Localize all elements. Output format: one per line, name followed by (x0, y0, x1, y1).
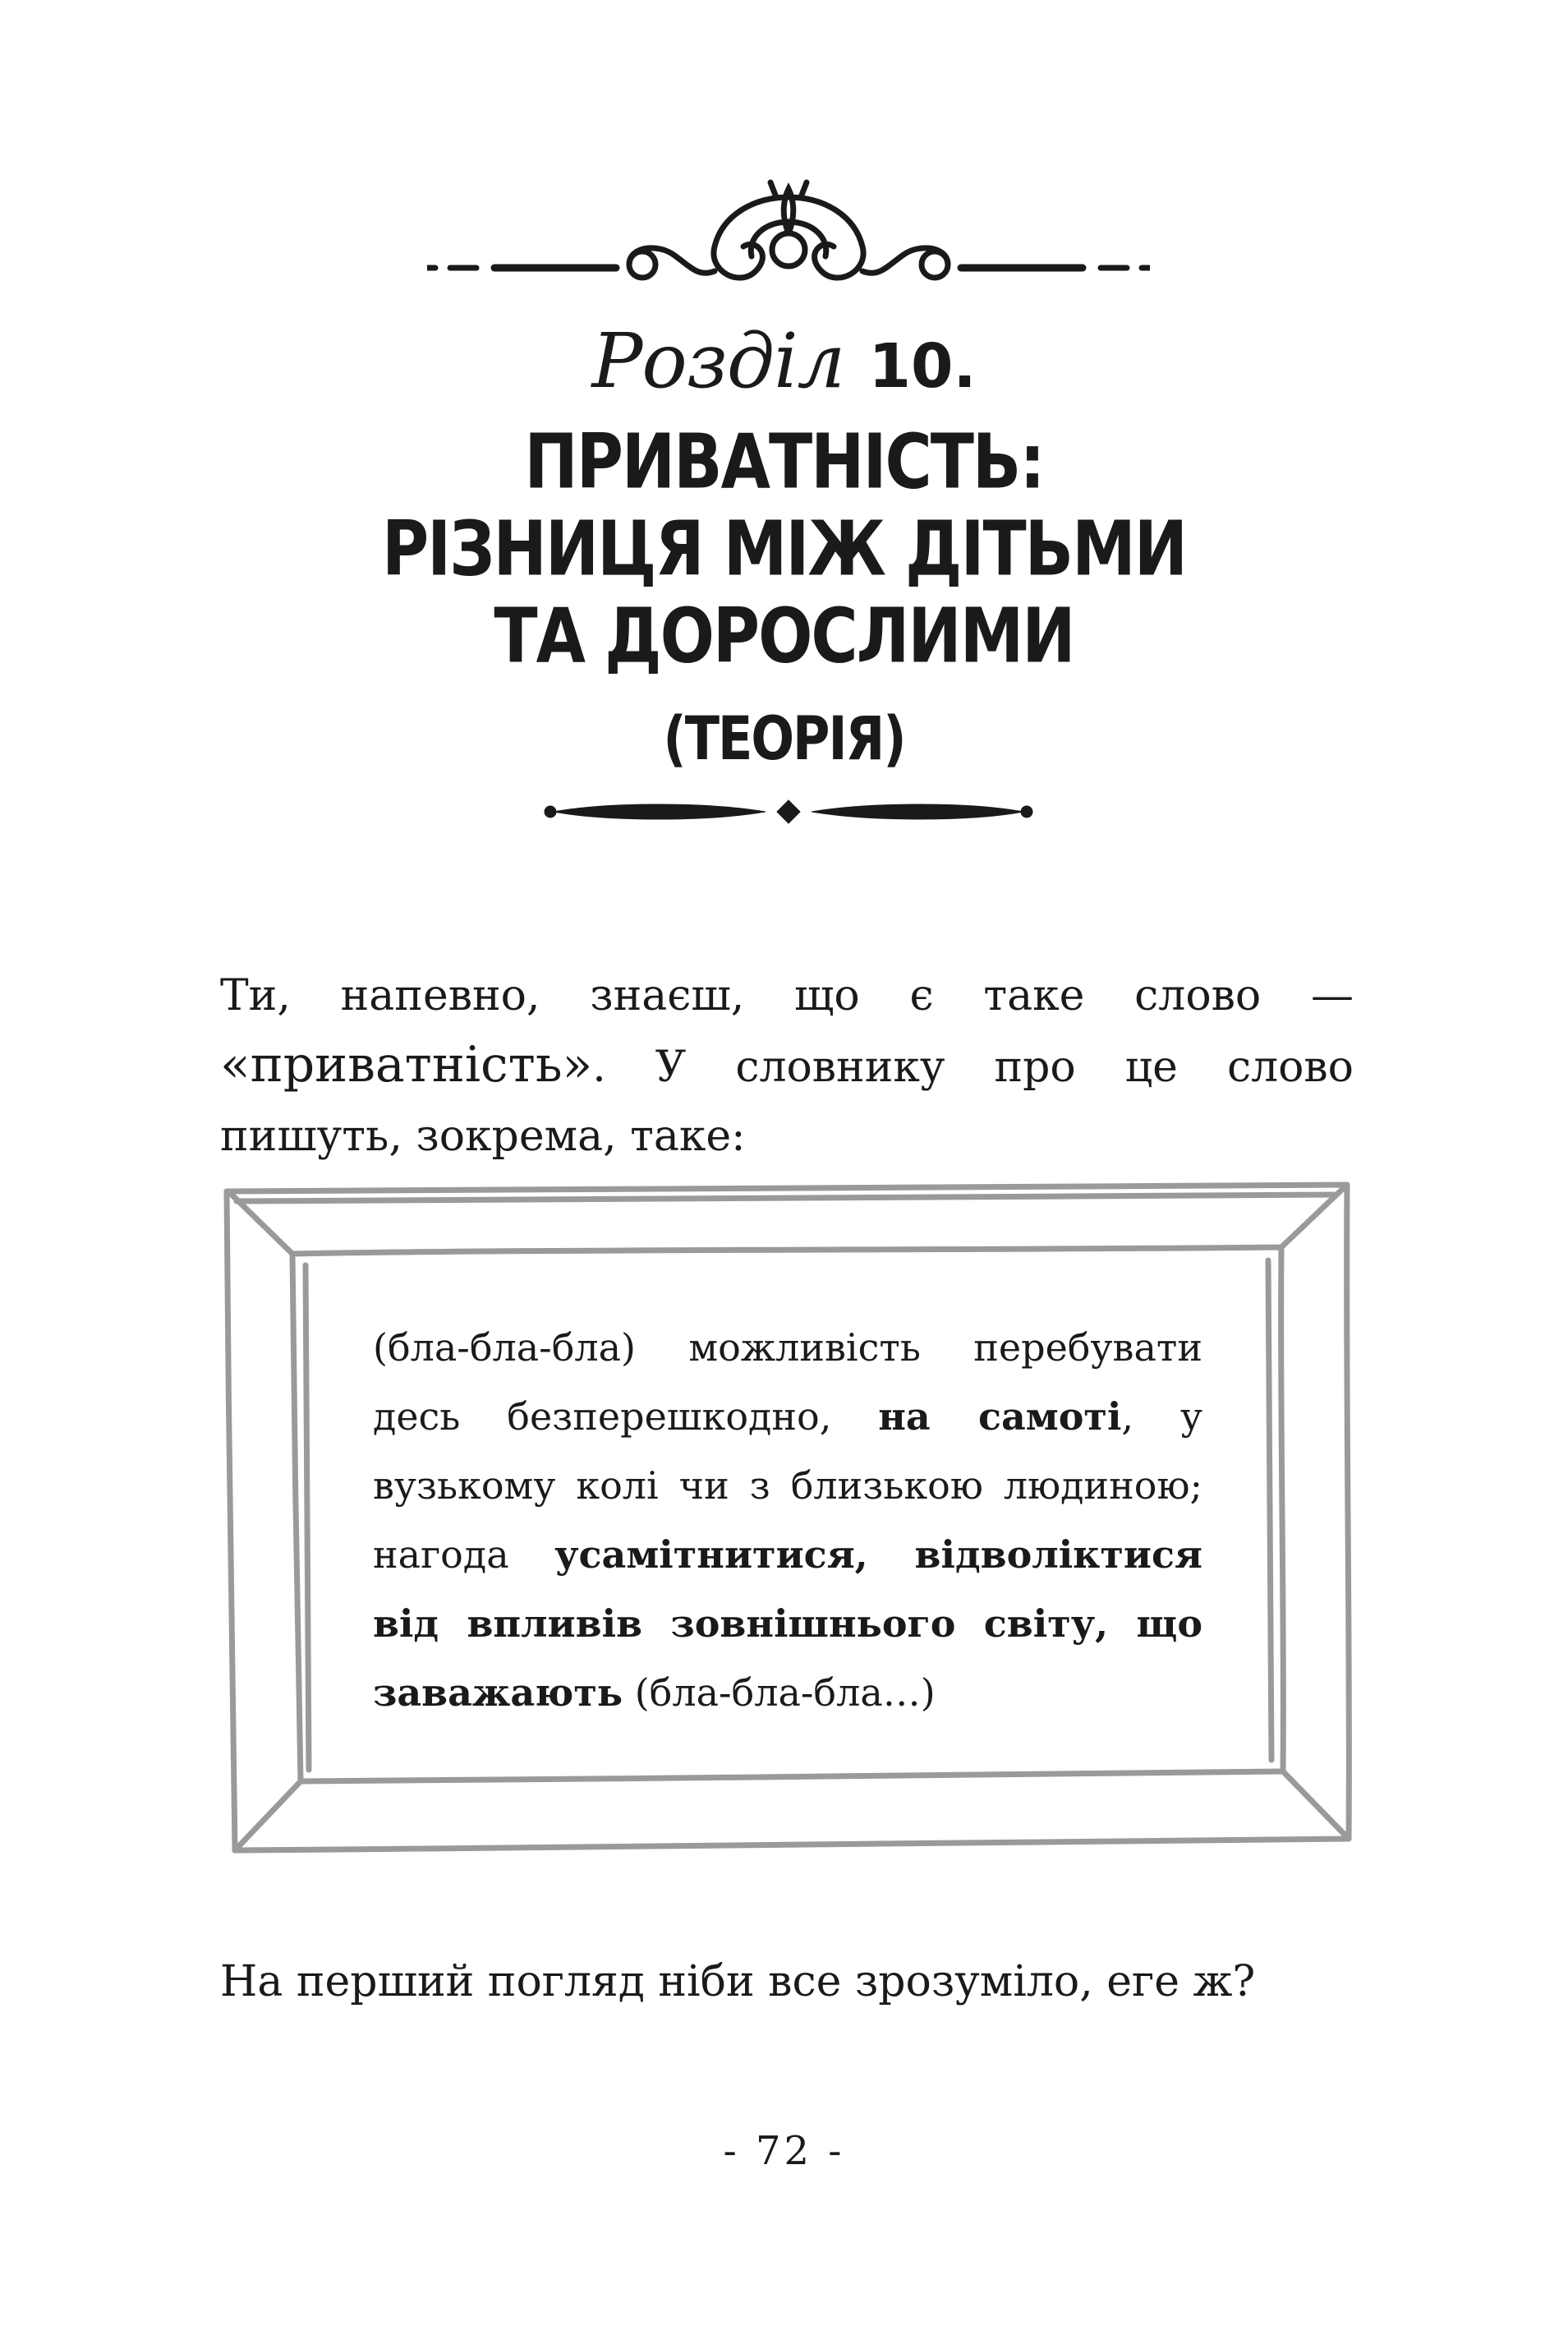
definition-bold-2: усамітнитися, відволіктися від впливів зовнішнього світу, що заважають (373, 1532, 1203, 1715)
definition-text (373, 1313, 1202, 1727)
title-subtitle: (ТЕОРІЯ) (663, 702, 905, 774)
intro-part-1: Ти, напевно, знаєш, що є таке слово — (220, 971, 1354, 1020)
chapter-heading (0, 312, 1568, 416)
intro-part-2: . У словнику про це слово пишуть, зокрема, таке: (220, 1043, 1354, 1161)
title-line-1: ПРИВАТНІСТЬ: (524, 418, 1044, 507)
definition-s2: , у вузькому колі чи з близькою людиною; нагода (373, 1394, 1203, 1577)
scroll-ornament-icon (427, 164, 1150, 296)
divider-ornament-icon (542, 795, 1035, 828)
title-line-3: ТА ДОРОСЛИМИ (494, 592, 1074, 681)
definition-bold-1: на самоті (878, 1394, 1122, 1439)
intro-paragraph (220, 961, 1354, 1171)
title-line-2: РІЗНИЦЯ МІЖ ДІТЬМИ (381, 505, 1187, 594)
definition-s1: (бла-бла-бла) можливість перебувати десь безперешкодно, (373, 1325, 1202, 1439)
closing-paragraph: На перший погляд ніби все зрозуміло, еге ж? (220, 1957, 1256, 2006)
quoted-word: «приватність» (220, 1036, 593, 1094)
page-number: - 72 - (723, 2128, 845, 2174)
chapter-number: 10. (868, 331, 977, 402)
definition-s3: (бла-бла-бла…) (623, 1670, 936, 1715)
chapter-word: Розділ (591, 317, 845, 405)
